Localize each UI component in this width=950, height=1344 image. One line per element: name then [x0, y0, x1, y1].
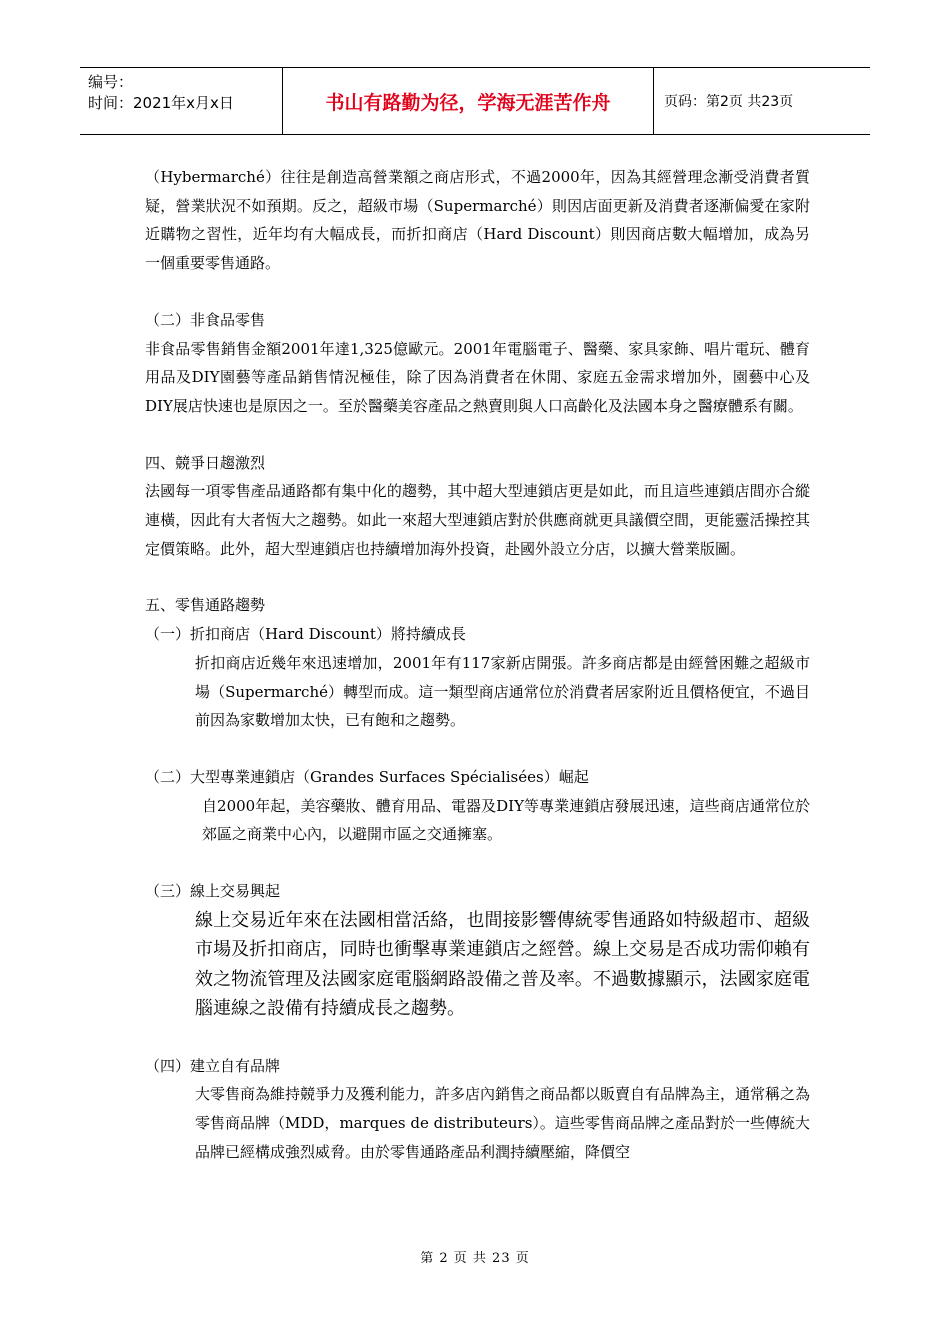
time-label: 时间：2021年x月x日 — [88, 94, 234, 112]
paragraph-trend-2: 自2000年起，美容藥妝、體育用品、電器及DIY等專業連鎖店發展迅速，這些商店通常位於郊區之商業中心內，以避開市區之交通擁塞。 — [202, 796, 810, 844]
heading-trend-4: （四）建立自有品牌 — [145, 1056, 281, 1075]
paragraph-nonfood: 非食品零售銷售金額2001年達1,325億歐元。2001年電腦電子、醫藥、家具家飾、唱片電玩、體育用品及DIY園藝等產品銷售情況極佳，除了因為消費者在休閒、家庭五金需求增加外，園藝中心及DIY展店快速也是原因之一。至於醫藥美容產品之熱賣則與人口高齡化及法國本身之醫療體系有關。 — [145, 339, 810, 415]
heading-trends: 五、零售通路趨勢 — [145, 596, 266, 615]
paragraph-trend-4: 大零售商為維持競爭力及獲利能力，許多店內銷售之商品都以販賣自有品牌為主，通常稱之為零售商品牌（MDD，marques de distributeurs）。這些零售商品牌之產品對於一些傳統大品牌已經構成強烈威脅。由於零售通路產品利潤持續壓縮，降價空 — [195, 1085, 811, 1161]
document-body — [145, 163, 810, 1167]
header-page-label: 页码：第2页 共23页 — [664, 94, 794, 110]
paragraph-hypermarket: （Hybermarché）往往是創造高營業額之商店形式，不過2000年，因為其經營理念漸受消費者質疑，營業狀況不如預期。反之，超級市場（Supermarché）則因店面更新及消費者逐漸偏愛在家附近購物之習性，近年均有大幅成長，而折扣商店（Hard Discount）則因商店數大幅增加，成為另一個重要零售通路。 — [145, 168, 810, 273]
page-header — [80, 67, 870, 135]
page-footer: 第 2 页 共 23 页 — [420, 1251, 530, 1266]
header-motto: 书山有路勤为径，学海无涯苦作舟 — [282, 68, 654, 134]
paragraph-trend-1: 折扣商店近幾年來迅速增加，2001年有117家新店開張。許多商店都是由經營困難之超級市場（Supermarché）轉型而成。這一類型商店通常位於消費者居家附近且價格便宜，不過目前因為家數增加太快，已有飽和之趨勢。 — [195, 653, 810, 730]
heading-competition: 四、競爭日趨激烈 — [145, 453, 266, 472]
heading-trend-3: （三）線上交易興起 — [145, 882, 281, 901]
header-meta — [80, 68, 282, 134]
heading-nonfood: （二）非食品零售 — [145, 310, 266, 329]
paragraph-trend-3: 線上交易近年來在法國相當活絡，也間接影響傳統零售通路如特級超市、超級市場及折扣商店，同時也衝擊專業連鎖店之經營。線上交易是否成功需仰賴有效之物流管理及法國家庭電腦網路設備之普及率。不過數據顯示，法國家庭電腦連線之設備有持續成長之趨勢。 — [195, 909, 810, 1020]
heading-trend-2: （二）大型專業連鎖店（Grandes Surfaces Spécialisées）崛起 — [145, 767, 589, 786]
heading-trend-1: （一）折扣商店（Hard Discount）將持續成長 — [145, 625, 466, 644]
paragraph-competition: 法國每一項零售產品通路都有集中化的趨勢，其中超大型連鎖店更是如此，而且這些連鎖店間亦合縱連橫，因此有大者恆大之趨勢。如此一來超大型連鎖店對於供應商就更具議價空間，更能靈活操控其定價策略。此外，超大型連鎖店也持續增加海外投資，赴國外設立分店，以擴大營業版圖。 — [145, 482, 810, 558]
number-label: 编号： — [88, 73, 134, 91]
